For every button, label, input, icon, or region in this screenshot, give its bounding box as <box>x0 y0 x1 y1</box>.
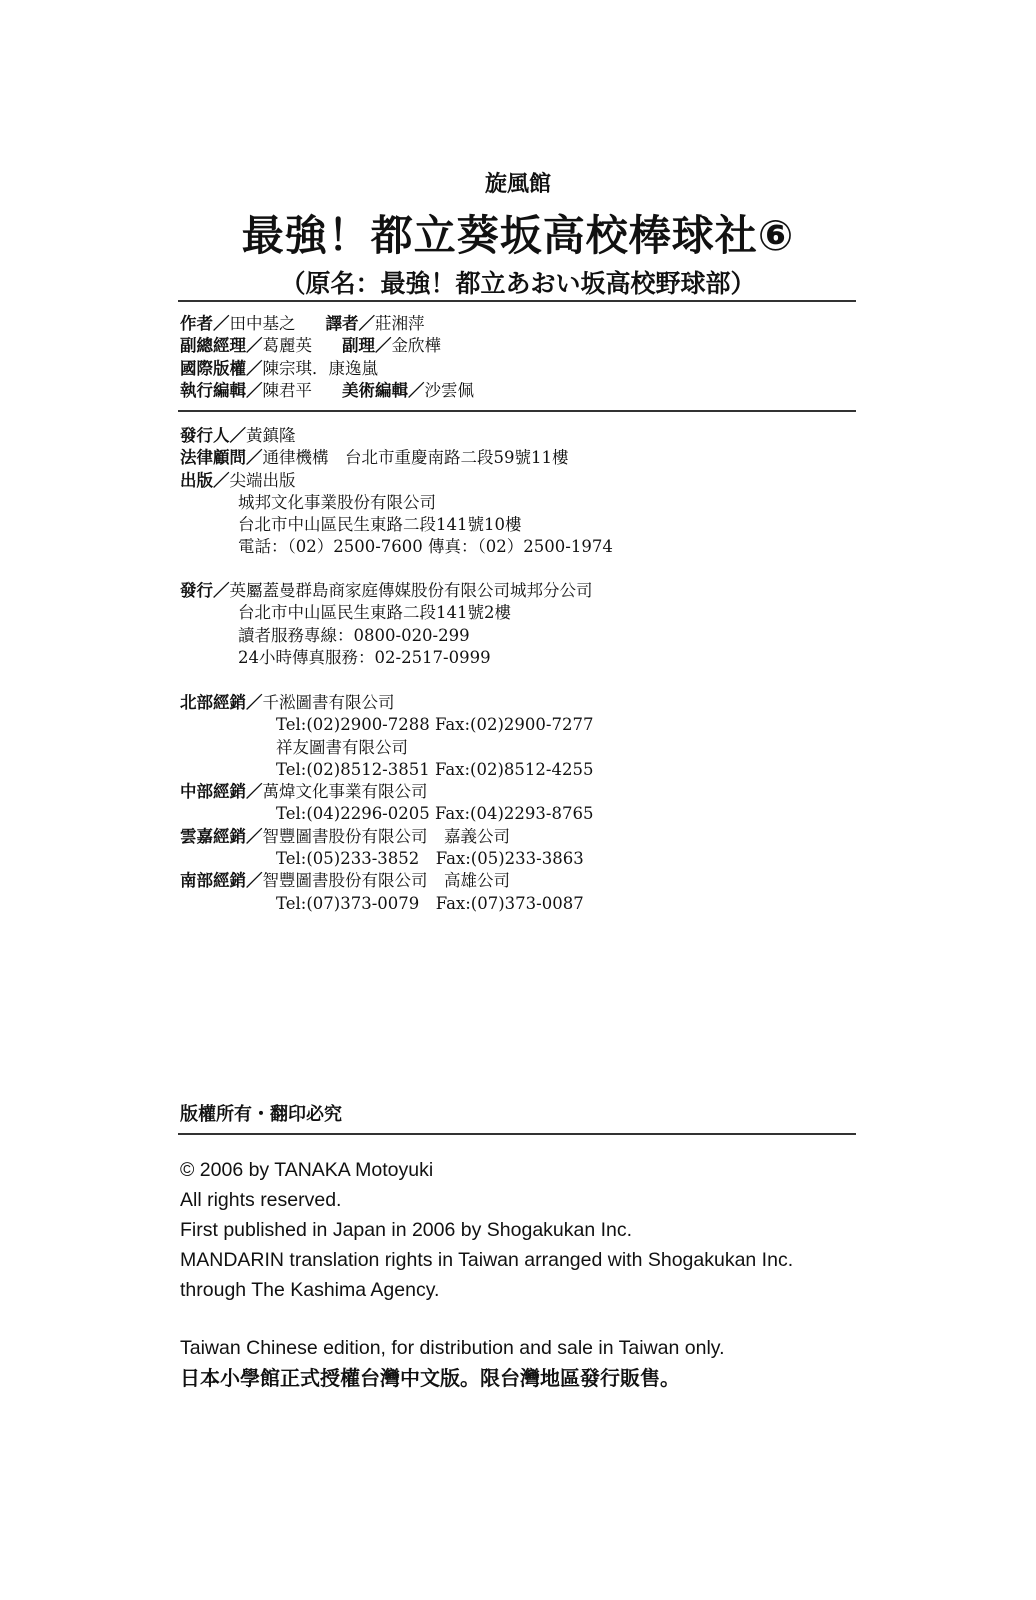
agency-line: through The Kashima Agency. <box>180 1279 440 1301</box>
original-title: （原名：最強！都立あおい坂高校野球部） <box>280 269 756 298</box>
divider <box>178 410 856 412</box>
edition-block <box>180 1333 900 1393</box>
publisher-line: 出版／尖端出版 <box>180 470 296 490</box>
fax-line: 24小時傳真服務：02-2517-0999 <box>238 647 491 667</box>
tel-line: Tel:(02)2900-7288 Fax:(02)2900-7277 <box>276 715 594 735</box>
translation-line: MANDARIN translation rights in Taiwan arranged with Shogakukan Inc. <box>180 1249 794 1271</box>
divider <box>178 300 856 302</box>
distribution-info <box>180 580 593 669</box>
credit-line: 作者／田中基之 譯者／莊湘萍 <box>180 314 425 333</box>
tel-line: Tel:(04)2296-0205 Fax:(04)2293-8765 <box>276 804 594 824</box>
staff-credits <box>180 313 474 402</box>
distribution-line: 發行／英屬蓋曼群島商家庭傳媒股份有限公司城邦分公司 <box>180 581 593 600</box>
address-line: 台北市中山區民生東路二段141號2樓 <box>238 603 511 623</box>
divider <box>178 1133 856 1135</box>
address-line: 台北市中山區民生東路二段141號10樓 <box>238 515 522 535</box>
south-line: 南部經銷／智豐圖書股份有限公司 高雄公司 <box>180 871 510 891</box>
publisher-imprint: 旋風館 <box>484 172 551 197</box>
publishing-info <box>180 425 613 559</box>
chiayi-line: 雲嘉經銷／智豐圖書股份有限公司 嘉義公司 <box>180 826 510 846</box>
company-line: 祥友圖書有限公司 <box>276 737 408 757</box>
company-line: 城邦文化事業股份有限公司 <box>238 492 436 512</box>
credit-line: 執行編輯／陳君平 美術編輯／沙雲佩 <box>180 380 474 400</box>
book-title: 最強！都立葵坂高校棒球社⑥ <box>241 211 795 260</box>
first-published-line: First published in Japan in 2006 by Shogakukan Inc. <box>180 1219 633 1241</box>
central-line: 中部經銷／萬煒文化事業有限公司 <box>180 782 428 802</box>
issuer-line: 發行人／黃鎮隆 <box>180 426 296 445</box>
copyright-block <box>180 1155 900 1305</box>
tel-line: Tel:(05)233-3852 Fax:(05)233-3863 <box>276 849 584 869</box>
tel-line: Tel:(07)373-0079 Fax:(07)373-0087 <box>276 893 584 913</box>
legal-line: 法律顧問／通律機構 台北市重慶南路二段59號11樓 <box>180 448 569 468</box>
edition-zh-line: 日本小學館正式授權台灣中文版。限台灣地區發行販售。 <box>180 1366 680 1390</box>
north-line: 北部經銷／千淞圖書有限公司 <box>180 693 395 712</box>
tel-line: Tel:(02)8512-3851 Fax:(02)8512-4255 <box>276 759 594 779</box>
copyright-line: © 2006 by TANAKA Motoyuki <box>180 1159 434 1181</box>
service-line: 讀者服務專線：0800-020-299 <box>238 625 470 645</box>
rights-reserved-zh: 版權所有・翻印必究 <box>180 1104 342 1125</box>
all-rights-line: All rights reserved. <box>180 1189 342 1211</box>
edition-line: Taiwan Chinese edition, for distribution and sale in Taiwan only. <box>180 1337 725 1359</box>
phone-line: 電話：（02）2500-7600 傳真：（02）2500-1974 <box>238 537 613 557</box>
credit-line: 副總經理／葛麗英 副理／金欣樺 <box>180 336 441 356</box>
credit-line: 國際版權／陳宗琪．康逸嵐 <box>180 358 378 378</box>
distributors-info <box>180 692 593 915</box>
